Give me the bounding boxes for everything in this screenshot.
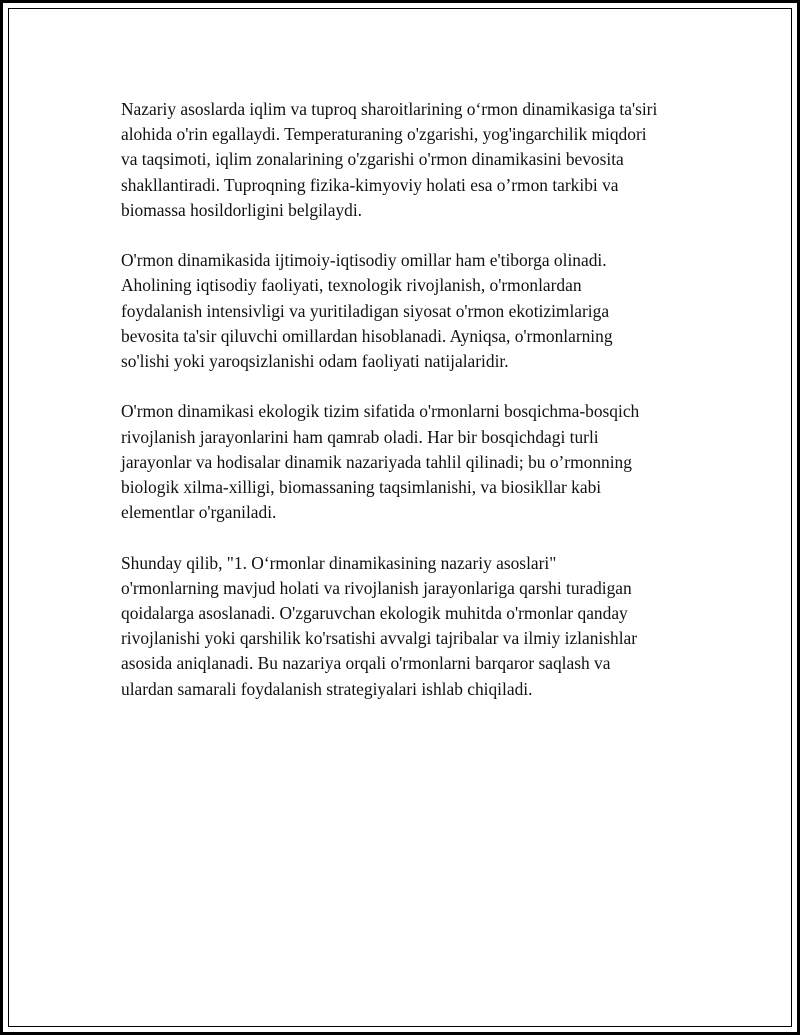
paragraph-conclusion: Shunday qilib, "1. Oʻrmonlar dinamikasining nazariy asoslari" o'rmonlarning mavjud holati va rivojlanish jarayonlariga qarshi turadigan qoidalarga asoslanadi. O'zgaruvchan ekologik muhitda o'rmonlar qanday rivojlanishi yoki qarshilik ko'rsatishi avvalgi tajribalar va ilmiy izlanishlar asosida aniqlanadi. Bu nazariya orqali o'rmonlarni barqaror saqlash va ulardan samarali foydalanish strategiyalari ishlab chiqiladi.: [121, 552, 638, 699]
paragraph-climate-soil: Nazariy asoslarda iqlim va tuproq sharoitlarining oʻrmon dinamikasiga ta'siri alohida o'rin egallaydi. Temperaturaning o'zgarishi, yog'ingarchilik miqdori va taqsimoti, iqlim zonalarining o'zgarishi o'rmon dinamikasini bevosita shakllantiradi. Tuproqning fizika-kimyoviy holati esa o’rmon tarkibi va biomassa hosildorligini belgilaydi.: [121, 99, 658, 220]
paragraph-ecological-system: O'rmon dinamikasi ekologik tizim sifatida o'rmonlarni bosqichma-bosqich rivojlanish jarayonlarini ham qamrab oladi. Har bir bosqichdagi turli jarayonlar va hodisalar dinamik nazariyada tahlil qilinadi; bu o’rmonning biologik xilma-xilligi, biomassaning taqsimlanishi, va biosikllar kabi elementlar o'rganiladi.: [121, 401, 640, 523]
paragraph-socio-economic: O'rmon dinamikasida ijtimoiy-iqtisodiy omillar ham e'tiborga olinadi. Aholining iqtisodiy faoliyati, texnologik rivojlanish, o'rmonlardan foydalanish intensivligi va yuritiladigan siyosat o'rmon ekotizimlariga bevosita ta'sir qiluvchi omillardan hisoblanadi. Ayniqsa, o'rmonlarning so'lishi yoki yaroqsizlanishi odam faoliyati natijalaridir.: [121, 250, 613, 372]
document-body: [121, 97, 701, 727]
